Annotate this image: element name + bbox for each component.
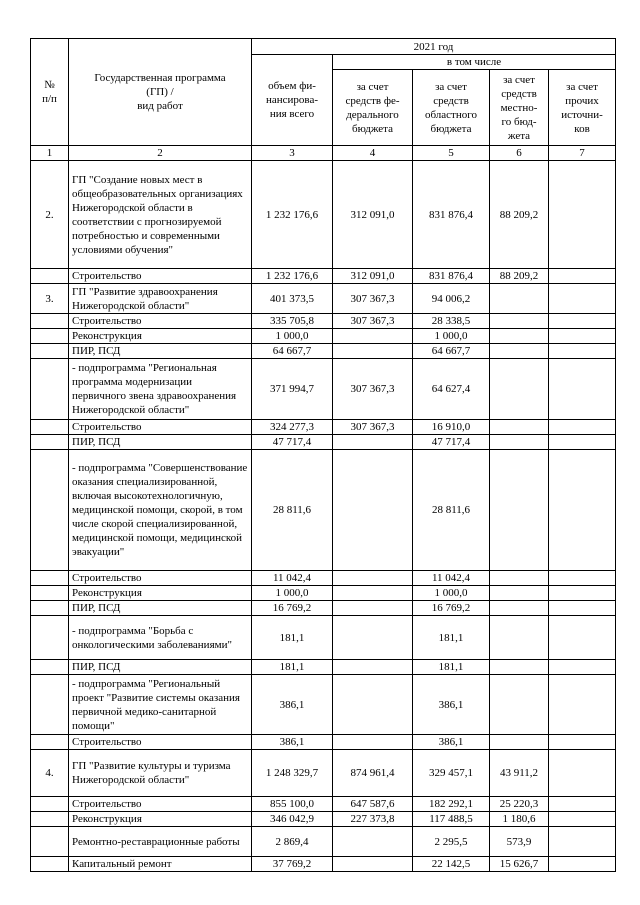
index-cell: 2 [69,146,252,161]
budget-table [30,38,616,872]
total-amount: 371 994,7 [252,359,333,420]
table-row [31,284,616,314]
program-name: - подпрограмма "Борьба с онкологическими заболеваниями" [69,616,252,660]
program-name: - подпрограмма "Региональный проект "Развитие системы оказания первичной медико-санитарной помощи" [69,675,252,735]
table-row [31,420,616,435]
row-number [31,675,69,735]
federal-amount: 227 373,8 [333,812,413,827]
row-number [31,812,69,827]
other-amount [549,857,616,872]
federal-amount [333,435,413,450]
table-body [31,161,616,872]
other-amount [549,675,616,735]
row-number [31,314,69,329]
regional-amount: 28 811,6 [413,450,490,571]
total-amount: 11 042,4 [252,571,333,586]
other-amount [549,586,616,601]
program-name: ПИР, ПСД [69,601,252,616]
local-amount [490,435,549,450]
row-number [31,435,69,450]
regional-amount: 64 667,7 [413,344,490,359]
program-name: Строительство [69,571,252,586]
row-number [31,660,69,675]
total-amount: 855 100,0 [252,797,333,812]
row-number: 3. [31,284,69,314]
program-name: Реконструкция [69,812,252,827]
other-amount [549,660,616,675]
other-amount [549,284,616,314]
index-cell: 3 [252,146,333,161]
federal-amount: 307 367,3 [333,420,413,435]
total-amount: 47 717,4 [252,435,333,450]
federal-amount [333,571,413,586]
col-total-header: объем фи- нансирова- ния всего [252,55,333,146]
program-name: Строительство [69,735,252,750]
table-row [31,450,616,571]
row-number [31,797,69,812]
including-header: в том числе [333,55,616,70]
row-number [31,420,69,435]
total-amount: 16 769,2 [252,601,333,616]
other-amount [549,750,616,797]
federal-amount [333,586,413,601]
federal-amount: 312 091,0 [333,161,413,269]
local-amount: 88 209,2 [490,269,549,284]
federal-amount: 874 961,4 [333,750,413,797]
local-amount: 88 209,2 [490,161,549,269]
federal-amount [333,675,413,735]
other-amount [549,812,616,827]
table-row [31,269,616,284]
federal-amount [333,857,413,872]
local-amount: 15 626,7 [490,857,549,872]
row-number [31,344,69,359]
local-amount [490,571,549,586]
row-number [31,827,69,857]
table-row [31,857,616,872]
total-amount: 181,1 [252,660,333,675]
row-number [31,586,69,601]
regional-amount: 94 006,2 [413,284,490,314]
index-cell: 5 [413,146,490,161]
regional-amount: 11 042,4 [413,571,490,586]
row-number: 4. [31,750,69,797]
table-row [31,586,616,601]
program-name: Реконструкция [69,586,252,601]
row-number [31,269,69,284]
row-number [31,857,69,872]
federal-amount [333,827,413,857]
table-row [31,812,616,827]
local-amount [490,420,549,435]
other-amount [549,269,616,284]
regional-amount: 181,1 [413,616,490,660]
federal-amount: 307 367,3 [333,284,413,314]
total-amount: 1 232 176,6 [252,269,333,284]
program-name: Строительство [69,797,252,812]
local-amount [490,329,549,344]
local-amount [490,660,549,675]
row-number [31,735,69,750]
total-amount: 64 667,7 [252,344,333,359]
regional-amount: 47 717,4 [413,435,490,450]
program-name: ПИР, ПСД [69,344,252,359]
program-name: ГП "Создание новых мест в общеобразовательных организациях Нижегородской области в соответствии с прогнозируемой потребностью и современными условиями обучения" [69,161,252,269]
other-amount [549,161,616,269]
total-amount: 1 248 329,7 [252,750,333,797]
total-amount: 37 769,2 [252,857,333,872]
col-other-header: за счет прочих источни- ков [549,70,616,146]
program-name: Капитальный ремонт [69,857,252,872]
table-row [31,601,616,616]
table-row [31,660,616,675]
regional-amount: 386,1 [413,735,490,750]
regional-amount: 28 338,5 [413,314,490,329]
local-amount [490,450,549,571]
federal-amount: 312 091,0 [333,269,413,284]
regional-amount: 16 769,2 [413,601,490,616]
col-federal-header: за счет средств фе- дерального бюджета [333,70,413,146]
other-amount [549,827,616,857]
local-amount [490,735,549,750]
row-number: 2. [31,161,69,269]
total-amount: 401 373,5 [252,284,333,314]
other-amount [549,314,616,329]
program-name: ПИР, ПСД [69,435,252,450]
regional-amount: 182 292,1 [413,797,490,812]
total-amount: 346 042,9 [252,812,333,827]
table-row [31,735,616,750]
other-amount [549,329,616,344]
federal-amount [333,660,413,675]
col-number-header: № п/п [31,39,69,146]
index-cell: 1 [31,146,69,161]
total-amount: 1 000,0 [252,586,333,601]
local-amount [490,675,549,735]
local-amount: 573,9 [490,827,549,857]
total-amount: 2 869,4 [252,827,333,857]
federal-amount [333,450,413,571]
local-amount [490,616,549,660]
regional-amount: 22 142,5 [413,857,490,872]
other-amount [549,735,616,750]
regional-amount: 831 876,4 [413,269,490,284]
regional-amount: 386,1 [413,675,490,735]
local-amount [490,359,549,420]
program-name: Строительство [69,314,252,329]
local-amount: 1 180,6 [490,812,549,827]
federal-amount [333,344,413,359]
table-row [31,616,616,660]
local-amount [490,314,549,329]
total-amount: 1 232 176,6 [252,161,333,269]
total-amount: 28 811,6 [252,450,333,571]
program-name: Строительство [69,420,252,435]
other-amount [549,359,616,420]
program-name: Строительство [69,269,252,284]
table-row [31,359,616,420]
row-number [31,450,69,571]
other-amount [549,601,616,616]
regional-amount: 1 000,0 [413,329,490,344]
row-number [31,359,69,420]
row-number [31,601,69,616]
table-row [31,435,616,450]
program-name: ГП "Развитие здравоохранения Нижегородской области" [69,284,252,314]
table-row [31,827,616,857]
program-name: - подпрограмма "Региональная программа модернизации первичного звена здравоохранения Нижегородской области" [69,359,252,420]
federal-amount: 307 367,3 [333,314,413,329]
year-header: 2021 год [252,39,616,55]
program-name: ГП "Развитие культуры и туризма Нижегородской области" [69,750,252,797]
table-row [31,329,616,344]
local-amount [490,586,549,601]
federal-amount: 647 587,6 [333,797,413,812]
other-amount [549,450,616,571]
program-name: ПИР, ПСД [69,660,252,675]
index-cell: 4 [333,146,413,161]
other-amount [549,420,616,435]
table-row [31,161,616,269]
table-row [31,571,616,586]
column-index-row [31,146,616,161]
regional-amount: 117 488,5 [413,812,490,827]
table-row [31,314,616,329]
table-row [31,797,616,812]
federal-amount [333,616,413,660]
index-cell: 6 [490,146,549,161]
table-row [31,344,616,359]
other-amount [549,797,616,812]
table-row [31,750,616,797]
federal-amount [333,601,413,616]
regional-amount: 831 876,4 [413,161,490,269]
federal-amount [333,329,413,344]
other-amount [549,616,616,660]
regional-amount: 64 627,4 [413,359,490,420]
local-amount [490,344,549,359]
other-amount [549,571,616,586]
row-number [31,571,69,586]
col-local-header: за счет средств местно- го бюд- жета [490,70,549,146]
federal-amount [333,735,413,750]
local-amount [490,284,549,314]
program-name: Реконструкция [69,329,252,344]
program-name: - подпрограмма "Совершенствование оказания специализированной, включая высокотехнологичную, медицинской помощи, скорой, в том числе скорой специализированной, медицинской помощи, медицинской эвакуации" [69,450,252,571]
total-amount: 386,1 [252,675,333,735]
row-number [31,616,69,660]
table-row [31,675,616,735]
regional-amount: 329 457,1 [413,750,490,797]
total-amount: 1 000,0 [252,329,333,344]
total-amount: 386,1 [252,735,333,750]
regional-amount: 16 910,0 [413,420,490,435]
col-program-header: Государственная программа (ГП) / вид работ [69,39,252,146]
col-regional-header: за счет средств областного бюджета [413,70,490,146]
total-amount: 181,1 [252,616,333,660]
total-amount: 335 705,8 [252,314,333,329]
federal-amount: 307 367,3 [333,359,413,420]
row-number [31,329,69,344]
total-amount: 324 277,3 [252,420,333,435]
local-amount [490,601,549,616]
other-amount [549,435,616,450]
regional-amount: 181,1 [413,660,490,675]
program-name: Ремонтно-реставрационные работы [69,827,252,857]
regional-amount: 1 000,0 [413,586,490,601]
regional-amount: 2 295,5 [413,827,490,857]
other-amount [549,344,616,359]
local-amount: 25 220,3 [490,797,549,812]
local-amount: 43 911,2 [490,750,549,797]
index-cell: 7 [549,146,616,161]
